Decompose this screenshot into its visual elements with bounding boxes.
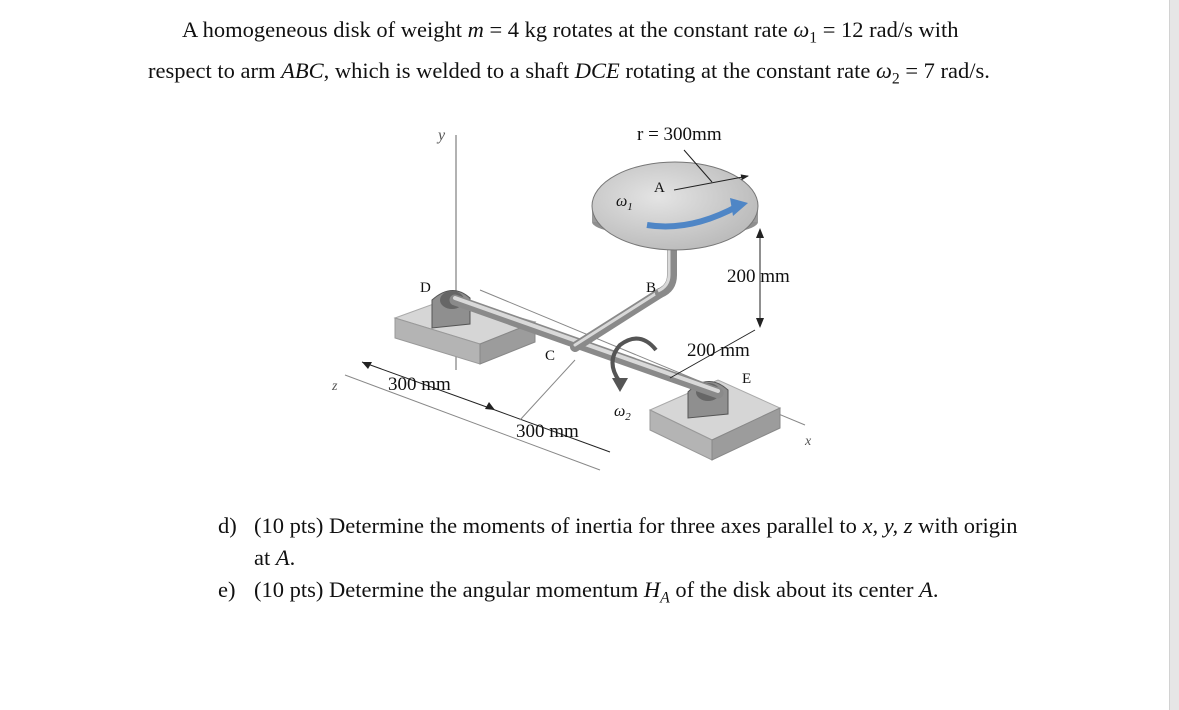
point-c-label: C xyxy=(545,348,556,364)
dim-300-left-label: 300 mm xyxy=(388,374,451,395)
page-gutter xyxy=(1169,0,1179,710)
point-b-label: B xyxy=(646,280,657,296)
omega1-label: $\omega_1$ xyxy=(616,193,633,213)
arm-cb xyxy=(575,293,660,347)
point-d-label: D xyxy=(420,280,431,296)
z-axis-label: z xyxy=(332,379,338,394)
dim-200-horizontal-label: 200 mm xyxy=(687,340,750,361)
problem-statement: A homogeneous disk of weight m = 4 kg rotates at the constant rate $\omega_1 = 12$ rad/s with respect to arm ABC, which is welded to a shaft DCE rotating at the constant rate $\omega_2 = 7$ rad/s. xyxy=(148,17,990,87)
y-axis-label: y xyxy=(438,127,446,144)
question-d: d) (10 pts) Determine the moments of inertia for three axes parallel to x, y, z with origin at A. xyxy=(218,513,1018,570)
point-a-label: A xyxy=(654,180,665,196)
x-axis-label: x xyxy=(805,434,812,449)
omega2-label: $\omega_2$ xyxy=(614,403,631,423)
question-list xyxy=(218,510,1038,615)
question-e: e) (10 pts) Determine the angular momentum $H_A$ of the disk about its center A. xyxy=(218,577,939,607)
radius-label: r = 300mm xyxy=(637,124,722,145)
point-e-label: E xyxy=(742,371,752,387)
dim-300-bottom-label: 300 mm xyxy=(516,421,579,442)
dim-200-vertical-label: 200 mm xyxy=(727,266,790,287)
